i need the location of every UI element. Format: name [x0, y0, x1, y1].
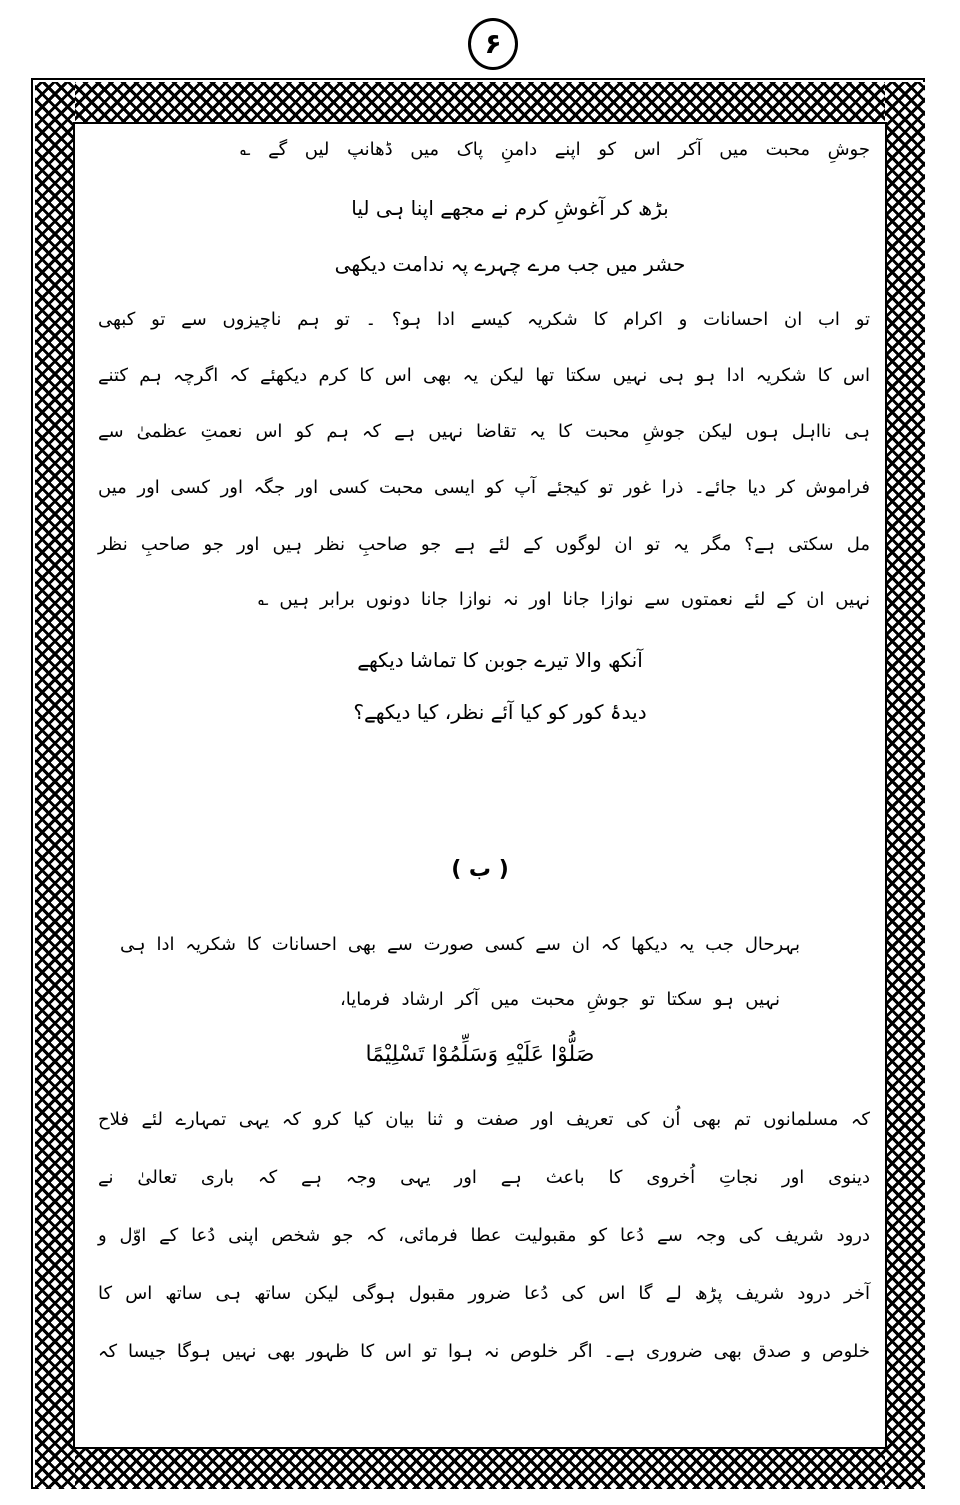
ornamental-border-top	[35, 82, 925, 124]
text-line: مل سکتی ہے؟ مگر یہ تو ان لوگوں کے لئے ہے جو صاحبِ نظر ہیں اور جو صاحبِ نظر	[98, 534, 870, 555]
text-line: ہی نااہل ہوں لیکن جوشِ محبت کا یہ تقاضا نہیں ہے کہ ہم کو اس نعمتِ عظمیٰ سے	[98, 421, 870, 442]
page-number: ۶	[468, 18, 518, 70]
text-line: خلوص و صدق بھی ضروری ہے۔ اگر خلوص نہ ہوا تو اس کا ظہور بھی نہیں ہوگا جیسا کہ	[98, 1341, 870, 1362]
text-line: فراموش کر دیا جائے۔ ذرا غور تو کیجئے آپ کو ایسی محبت کسی اور جگہ اور کسی اور میں	[98, 477, 870, 498]
quranic-verse: صَلُّوْا عَلَيْهِ وَسَلِّمُوْا تَسْلِيْمًا	[365, 1042, 595, 1067]
text-line: بہرحال جب یہ دیکھا کہ ان سے کسی صورت سے بھی احسانات کا شکریہ ادا ہی	[120, 934, 800, 955]
verse-line: دیدۂ کور کو کیا آئے نظر، کیا دیکھے؟	[353, 700, 647, 724]
verse-line: حشر میں جب مرے چہرے پہ ندامت دیکھی	[334, 252, 686, 276]
text-line: جوشِ محبت میں آکر اس کو اپنے دامنِ پاک میں ڈھانپ لیں گے ؎	[240, 139, 870, 160]
text-line: کہ مسلمانوں تم بھی اُن کی تعریف اور صفت و ثنا بیان کیا کرو کہ یہی تمہارے لئے فلاح	[98, 1109, 870, 1130]
ornamental-border-right	[885, 82, 925, 1489]
text-line: اس کا شکریہ ادا ہو ہی نہیں سکتا تھا لیکن یہ بھی اس کا کرم دیکھئے کہ اگرچہ ہم کتنے	[98, 365, 870, 386]
text-line: آخر درود شریف پڑھ لے گا اس کی دُعا ضرور مقبول ہوگی لیکن ساتھ ہی ساتھ اس کا	[98, 1283, 870, 1304]
text-line: درود شریف کی وجہ سے دُعا کو مقبولیت عطا فرمائی، کہ جو شخص اپنی دُعا کے اوّل و	[98, 1225, 870, 1246]
ornamental-border-left	[35, 82, 75, 1489]
verse-line: بڑھ کر آغوشِ کرم نے مجھے اپنا ہی لیا	[351, 196, 669, 220]
section-heading: ( ب )	[451, 857, 509, 882]
ornamental-border-bottom	[35, 1447, 925, 1489]
text-line: نہیں ان کے لئے نعمتوں سے نوازا جانا اور نہ نوازا جانا دونوں برابر ہیں ؎	[258, 589, 870, 610]
text-line: نہیں ہو سکتا تو جوشِ محبت میں آکر ارشاد فرمایا،	[340, 989, 780, 1010]
text-line: تو اب ان احسانات و اکرام کا شکریہ کیسے ادا ہو؟ ۔ تو ہم ناچیزوں سے تو کبھی	[98, 309, 870, 330]
text-line: دینوی اور نجاتِ اُخروی کا باعث ہے اور یہی وجہ ہے کہ باری تعالیٰ نے	[98, 1167, 870, 1188]
verse-line: آنکھ والا تیرے جوبن کا تماشا دیکھے	[357, 648, 643, 672]
